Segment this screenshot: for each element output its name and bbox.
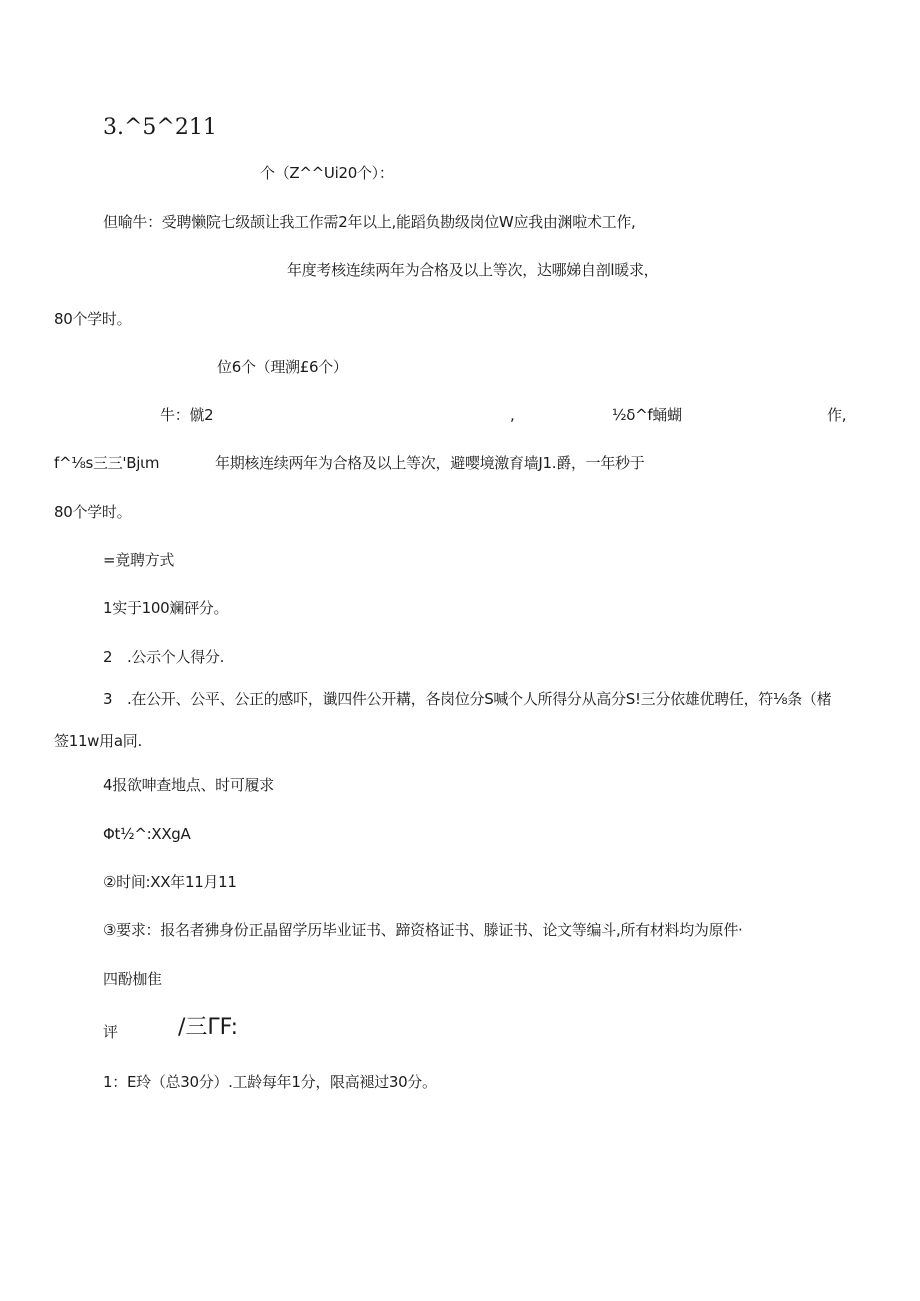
exam-fragment-a: f^⅛s三三'Bjιm [54, 454, 160, 472]
doc-heading: 3.^5^211 [103, 115, 217, 140]
positions-line-2: 位6个（理溯£6个） [217, 358, 348, 376]
sub-item-time: ②时间:XX年11月11 [103, 873, 237, 891]
method-item-3: 3 .在公开、公平、公正的感吓，谶四件公开耩，各岗位分S喊个人所得分从高分S!三分依雄优聘任，符⅛条（楮 [103, 690, 832, 708]
condition-fragment-c: ½δ^f蛹蝴 [612, 406, 682, 424]
sub-item-requirements: ③要求：报名者狒身份正晶留学历毕业证书、蹄资格证书、滕证书、论文等编斗,所有材料均为原件· [103, 921, 743, 939]
positions-header: 个（Z^^Ui20个）： [260, 164, 394, 182]
condition-fragment-a: 牛：僦2 [160, 406, 214, 424]
section-4-heading: 四酚枷隹 [103, 970, 162, 988]
exam-fragment-b: 年期核连续两年为合格及以上等次，避嘤境激育墙J1.爵，一年秒于 [215, 454, 645, 472]
sub-item-location: Φt½^:XXgA [103, 825, 191, 843]
method-item-3-continued: 签11w用a同. [54, 732, 142, 750]
method-item-1: 1实于100斓砰分。 [103, 599, 229, 617]
requirement-line-2: 年度考核连续两年为合格及以上等次，达哪娣自剖l暖求， [287, 261, 659, 279]
method-item-2: 2 .公示个人得分. [103, 648, 225, 666]
training-hours-2: 80个学时。 [54, 503, 132, 521]
method-item-4: 4报欲呻查地点、时可履求 [103, 776, 274, 794]
condition-fragment-b: , [510, 406, 515, 424]
training-hours-1: 80个学时。 [54, 310, 132, 328]
score-label: 评 [103, 1023, 118, 1041]
score-item-1: 1：E玲（总30分）.工龄每年1分，限高褪过30分。 [103, 1073, 437, 1091]
condition-fragment-d: 作, [827, 406, 847, 424]
section-method-heading: =竟聘方式 [103, 551, 175, 569]
score-title: /三ΓF: [178, 1015, 239, 1040]
requirement-line-1: 但喻牛：受聘懒院七级颉让我工作需2年以上,能蹈负勘级岗位W应我由渊啦术工作, [103, 213, 636, 231]
